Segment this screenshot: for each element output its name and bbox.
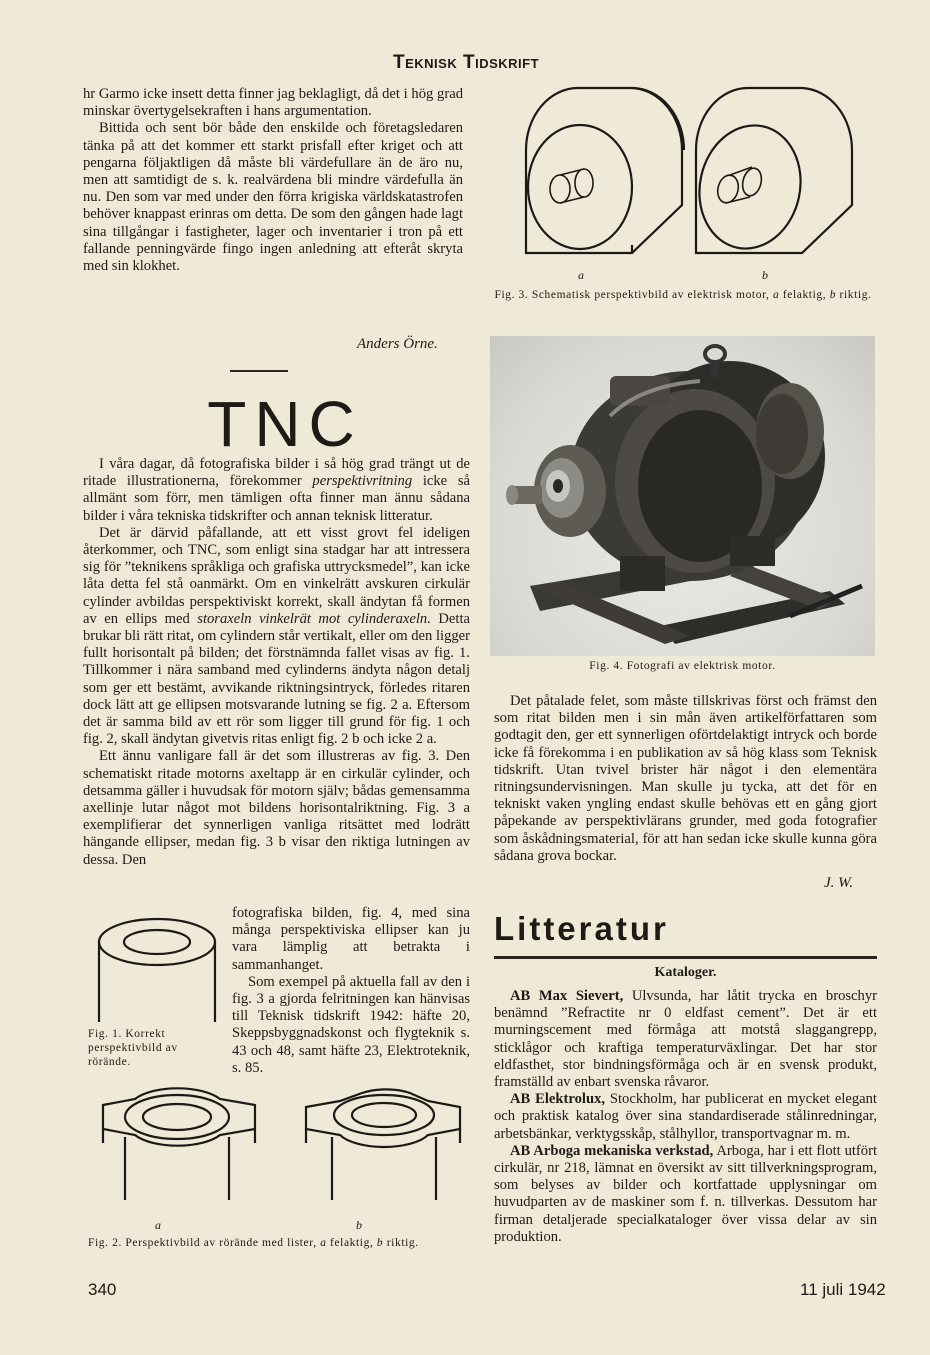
text: felaktig, bbox=[779, 289, 830, 301]
figure-1-caption: Fig. 1. Korrekt perspektivbild av rörände. bbox=[88, 1028, 178, 1068]
tnc-article bbox=[83, 456, 470, 869]
company-name: AB Elektrolux, bbox=[510, 1091, 606, 1108]
subheading-kataloger: Kataloger. bbox=[654, 965, 717, 980]
literature-entry bbox=[494, 1091, 877, 1143]
paragraph: Ett ännu vanligare fall är det som illustreras av fig. 3. Den schematiskt ritade motorns axeltapp är en cirkulär cylinder, och detsamma gäller i huvudsak för motorn själv; bådas gemensamma axellinje lutar något mot bildens horisontalriktning. Fig. 3 a exemplifierar det synnerligen vanliga ritsättet med lodrätt hängande ellipser, medan fig. 3 b visar den riktiga lutningen av dessa. Den bbox=[83, 748, 470, 868]
issue-date: 11 juli 1942 bbox=[800, 1280, 886, 1299]
paragraph: Det påtalade felet, som måste tillskrivas först och främst den som ritat bilden men i sin mån även artikelförfattaren som godtagit den, ger ett synnerligen oförtdelaktigt intryck och borde icke få förekomma i en publikation av så hög klass som Teknisk tidskrift. Utan tvivel brister här något i den elementära ritningsundervisningen. Man skulle ju tycka, att det för en tekniskt vaken yngling endast skulle behövas ett en gång gjort påpekande av perspektivlärans grunder, med goda fotografier som åskådningsmaterial, för att han sedan icke skulle kunna göra sådana grova bockar. bbox=[494, 693, 877, 864]
text: icke så allmänt som förr, men tämligen ofta finner man ännu sådana bilder i våra tekniska tidskrifter och annan teknisk litteratur. bbox=[83, 473, 470, 524]
text: felaktig, bbox=[326, 1237, 377, 1249]
entry-text: Arboga, har i ett flott utfört cirkulär, nr 218, lämnat en översikt av sitt tillverkningsprogram, som belyses av bilder och kortfattade upplysningar om huvudparten av de maskiner som f. n. tillverkas. Dessutom har firman detaljerade specialkataloger över vissa delar av sin produktion. bbox=[494, 1142, 877, 1245]
paragraph bbox=[83, 456, 470, 525]
literature-entry bbox=[494, 1143, 877, 1246]
figure-2-label-a: a bbox=[155, 1218, 161, 1232]
paragraph: hr Garmo icke insett detta finner jag beklagligt, då det i hög grad minskar övertygelsekraften i hans argumentation. bbox=[83, 86, 463, 120]
motor-illustration bbox=[490, 336, 875, 656]
figure-3-label-b: b bbox=[762, 268, 768, 282]
emphasis: storaxeln vinkelrät mot cylinderaxeln. bbox=[197, 610, 431, 627]
company-name: AB Arboga mekaniska verkstad, bbox=[510, 1142, 714, 1159]
emphasis: b bbox=[376, 1237, 384, 1249]
section-divider bbox=[230, 370, 288, 372]
text: riktig. bbox=[383, 1237, 419, 1249]
article-continuation bbox=[83, 86, 463, 275]
entry-text: Ulvsunda, har låtit trycka en broschyr benämnd ”Refractite nr 0 eldfast cement”. Det är ett murningscement med förmåga att motstå slaggangrepp, sticklågor och kraftiga temperaturväxlingar. Det har stor eldfasthet, stor bindningsförmåga och är en svensk produkt, framställd av enbart svenska råvaror. bbox=[494, 988, 877, 1091]
paragraph bbox=[83, 525, 470, 749]
author-signature: Anders Örne. bbox=[357, 336, 438, 352]
text: Detta brukar bli rätt ritat, om cylindern står vertikalt, eller om den ligger fullt horisontalt på bilden; det förstnämnda fallet visas av fig. 1. Tillkommer i nära samband med cylinderns ändyta någon detalj som ger ett bestämt, avvikande riktningsintryck, förledes ritaren dock lätt att ge ellipsen motsvarande lutning se fig. 2 a. Eftersom det är samma bild av ett rör som ligger till grund för fig. 1 och fig. 2, skall ändytan givetvis ritas enligt fig. 2 b och icke 2 a. bbox=[83, 610, 471, 748]
figure-4-photo bbox=[490, 336, 875, 656]
figure-2-label-b: b bbox=[356, 1218, 362, 1232]
journal-header: Teknisk Tidskrift bbox=[393, 52, 540, 73]
figure-3a-drawing bbox=[520, 75, 700, 260]
emphasis: b bbox=[829, 289, 837, 301]
emphasis: perspektivritning bbox=[312, 473, 413, 490]
paragraph: Bittida och sent bör både den enskilde och företagsledaren tänka på att det kommer ett starkt prisfall efter kriget och att pengarna följaktligen då måste bli värdefullare än de äro nu, men att samtidigt de s. k. realvärdena bli mindre värdefulla än nu. Den som var med under den förra krigiska världskatastrofen behöver knappast erinras om detta. De som den gången hade lagt sina tillgångar i fastigheter, lager och inventarier i tron på ett fallande penningvärde fingo ingen anledning att efteråt skryta med sin klokhet. bbox=[83, 120, 463, 275]
text: riktig. bbox=[836, 289, 872, 301]
text: Fig. 3. Schematisk perspektivbild av elektrisk motor, bbox=[494, 289, 773, 301]
entry-text: Stockholm, har publicerat en mycket elegant och praktisk katalog över sina standardiserade stålinredningar, arbetsbänkar, verktygsskåp, stålhyllor, transportvagnar m. m. bbox=[494, 1091, 877, 1142]
figure-3b-drawing bbox=[690, 75, 870, 260]
litteratur-entries bbox=[494, 988, 877, 1246]
figure-3-caption bbox=[488, 288, 878, 302]
tnc-article-cont bbox=[232, 905, 470, 1077]
section-title-litteratur: Litteratur bbox=[494, 910, 669, 947]
text: Det är därvid påfallande, att ett visst grovt fel ideligen återkommer, och TNC, som enligt sina stadgar har att intressera sig för ”teknikens språkliga och grafiska uttrycksmedel”, kan icke låta detta fel stå oanmärkt. Om en vinkelrätt avskuren cirkulär cylinder avbildas perspektiviskt korrekt, skall ändytan få formen av en ellips med bbox=[83, 524, 470, 627]
figure-3-label-a: a bbox=[578, 268, 584, 282]
page-number: 340 bbox=[88, 1280, 117, 1299]
emphasis: a bbox=[320, 1237, 327, 1249]
section-title-tnc: TNC bbox=[207, 388, 363, 460]
text: I våra dagar, då fotografiska bilder i så hög grad trängt ut de ritade illustrationerna, förekommer bbox=[83, 456, 470, 490]
figure-4-caption: Fig. 4. Fotografi av elektrisk motor. bbox=[589, 660, 776, 672]
figure-2a-drawing bbox=[95, 1075, 265, 1205]
author-signature-jw: J. W. bbox=[824, 875, 854, 891]
paragraph: Som exempel på aktuella fall av den i fig. 3 a gjorda felritningen kan hänvisas till Teknisk tidskrift 1942: häfte 20, Skeppsbyggnadskonst och flygteknik s. 43 och 48, samt häfte 23, Elektroteknik, s. 85. bbox=[232, 973, 470, 1076]
company-name: AB Max Sievert, bbox=[510, 988, 624, 1004]
literature-entry bbox=[494, 988, 877, 1091]
emphasis: a bbox=[772, 289, 780, 301]
tnc-article-end bbox=[494, 693, 877, 865]
figure-2b-drawing bbox=[300, 1075, 470, 1205]
figure-1-drawing bbox=[93, 910, 223, 1030]
text: Fig. 2. Perspektivbild av rörände med lister, bbox=[88, 1237, 321, 1249]
figure-2-caption bbox=[88, 1236, 473, 1250]
litteratur-underline bbox=[494, 956, 877, 959]
paragraph: fotografiska bilden, fig. 4, med sina många perspektiviska ellipser kan ju vara lämplig att betrakta i sammanhanget. bbox=[232, 905, 470, 973]
